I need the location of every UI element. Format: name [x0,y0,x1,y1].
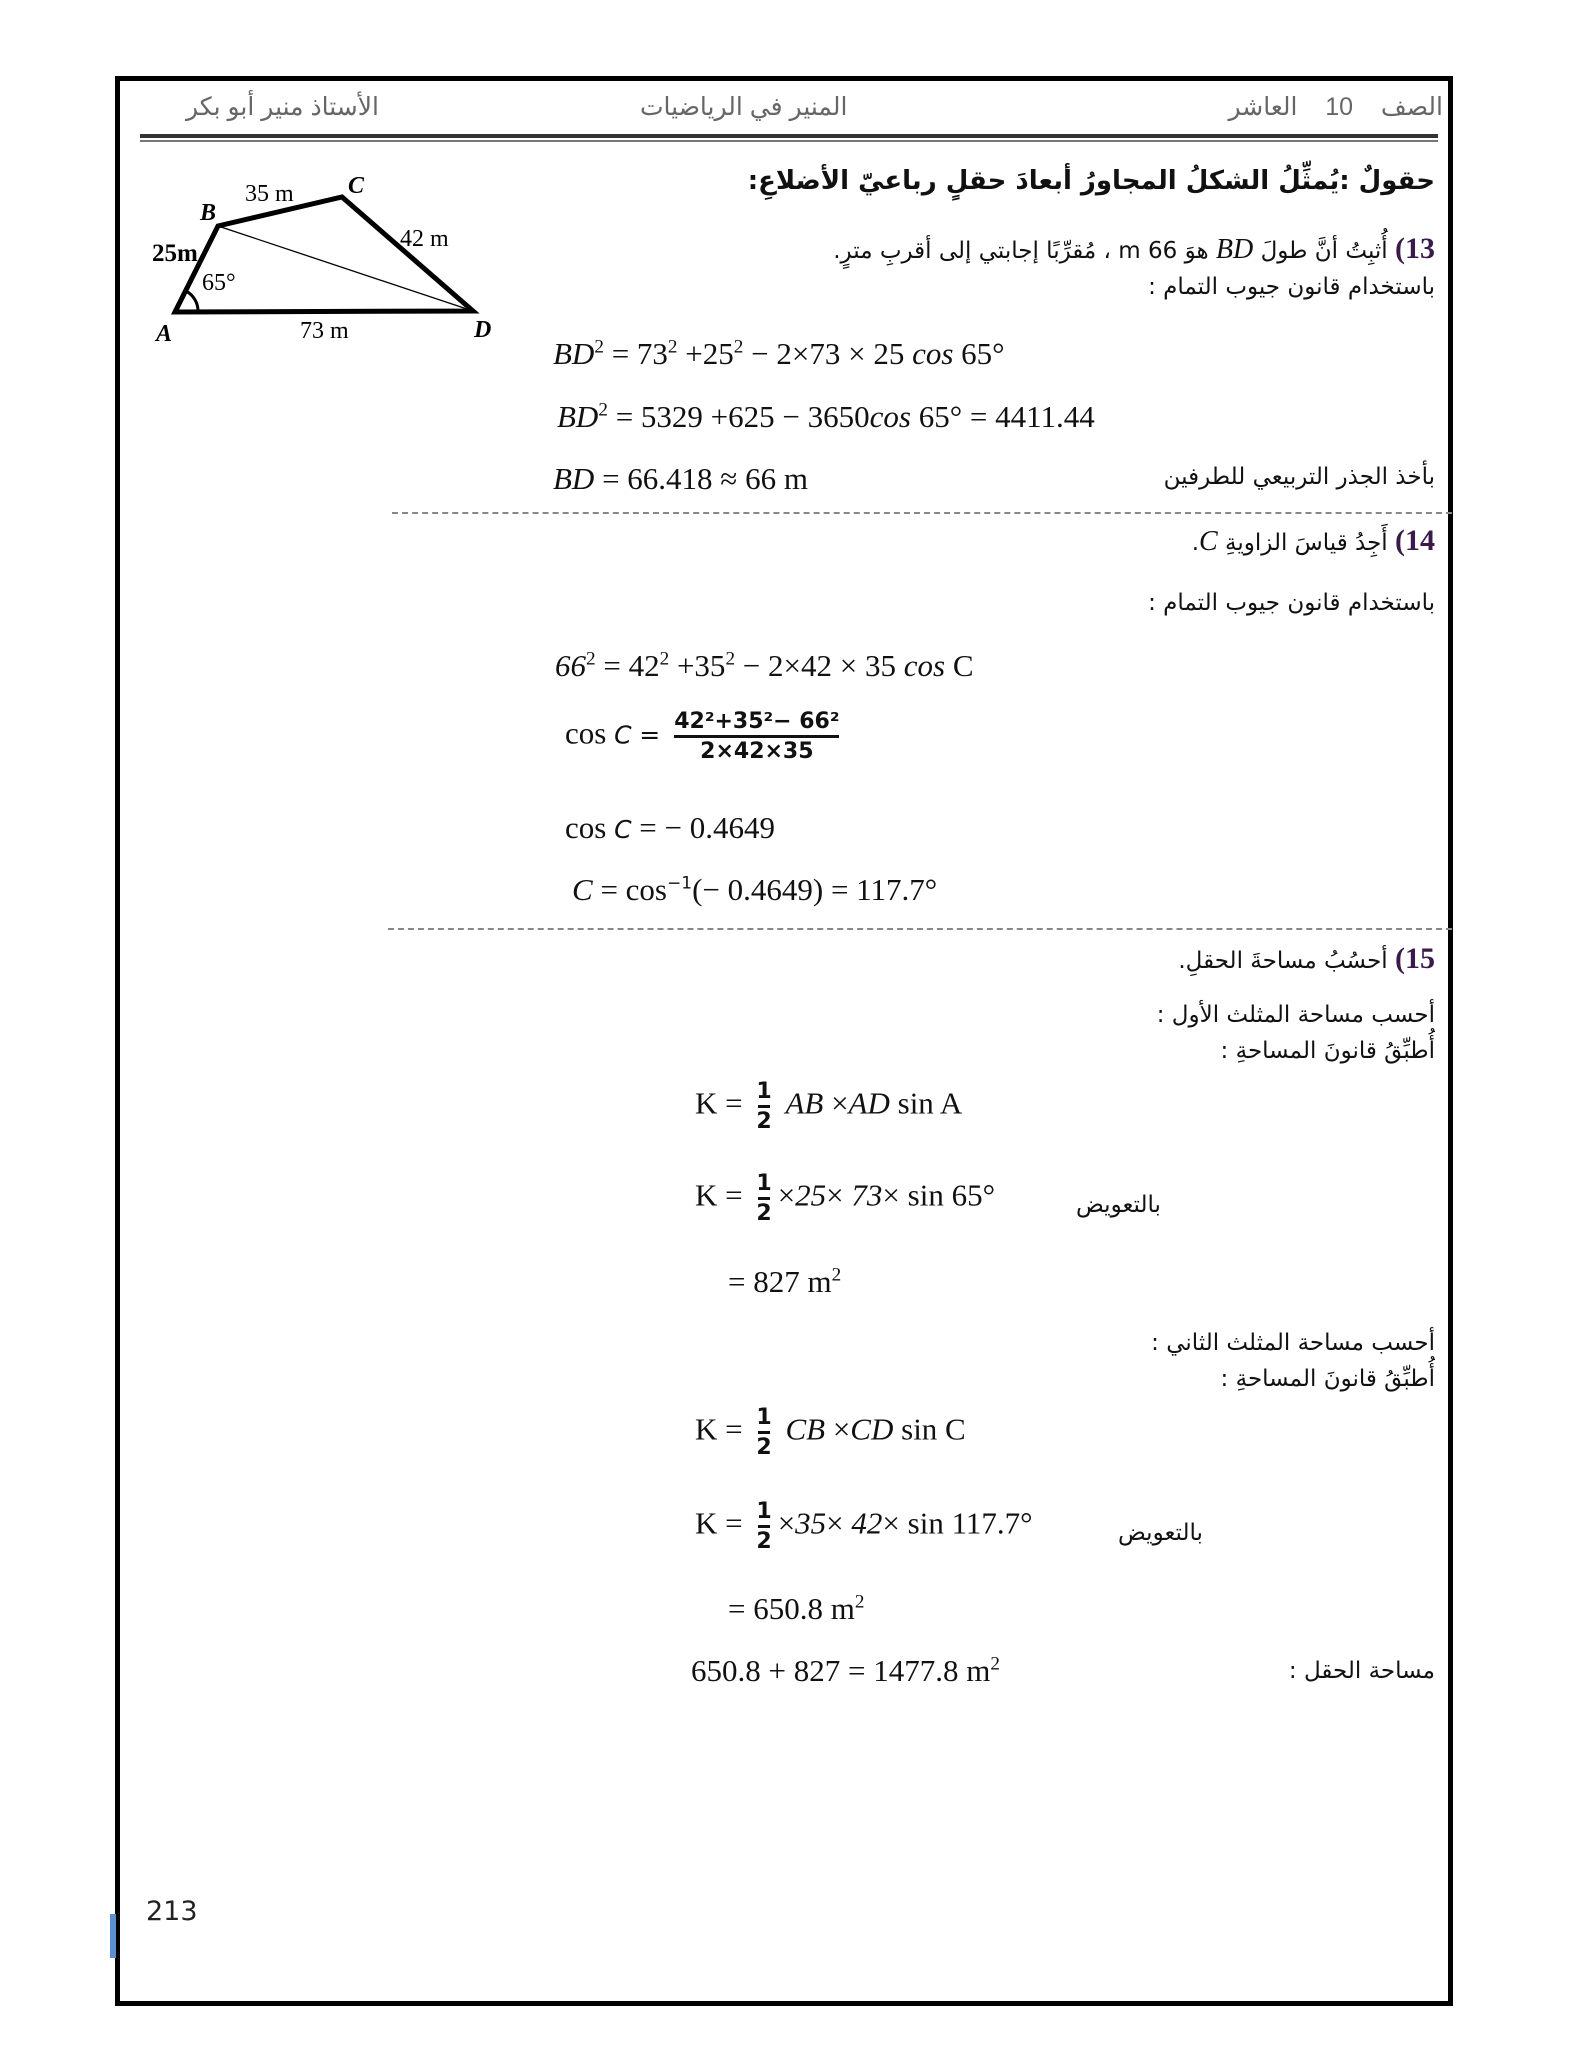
fraction-numerator: 42²+35²− 66² [674,709,840,734]
eq-term: 65° [953,336,1005,371]
eq-term: 73 [851,1177,883,1213]
angle-a-arc [186,291,198,312]
eq-term: × [823,1085,849,1121]
eq-term: = 827 m [728,1264,832,1299]
t1-law: أُطبِّقُ قانونَ المساحةِ : [1220,1038,1435,1064]
t2-result [728,1591,864,1627]
q14-eq4 [572,872,937,908]
grade-name: العاشر [1228,93,1298,121]
vertex-c: C [348,173,365,199]
eq-term: AB [785,1085,824,1121]
fraction-bar [674,735,839,738]
eq-term: 65° = 4411.44 [910,399,1095,434]
header-rule-thin [140,140,1438,142]
eq-term: = 73 [611,336,668,371]
t2-title: أحسب مساحة المثلث الثاني : [1151,1330,1435,1356]
label-bc: 35 m [245,181,294,207]
fraction-denominator: 2 [756,1201,772,1227]
eq-term: +35 [669,648,726,683]
half-fraction [756,1500,771,1553]
eq-term: × [826,1505,852,1541]
fraction-bar [758,1105,770,1108]
eq-term: 2 [831,1264,842,1286]
q13-text-before: أُثبِتُ أنَّ طولَ [1260,238,1388,264]
book-title: المنير في الرياضيات [640,93,848,121]
eq-term: K = [695,1411,743,1447]
section-divider [388,928,1452,930]
page-tab-marker [110,1914,116,1958]
t1-title: أحسب مساحة المثلث الأول : [1156,1002,1435,1028]
eq-term: 35 [795,1505,827,1541]
q13-number: 13) [1395,232,1435,265]
half-fraction [756,1080,771,1133]
fraction-numerator: 1 [756,1499,772,1524]
fraction-numerator: 1 [756,1171,772,1196]
eq-term: = 42 [603,648,660,683]
q13-eq3-note: بأخذ الجذر التربيعي للطرفين [1163,464,1435,490]
t2-eq2 [695,1500,1033,1553]
fraction-denominator: 2×42×35 [700,739,814,765]
cos-c-fraction [674,710,839,763]
q14-method: باستخدام قانون جيوب التمام : [1148,590,1435,616]
eq-term: × [825,1411,851,1447]
total-area-label: مساحة الحقل : [1288,1658,1435,1684]
t1-substitution-note: بالتعويض [1076,1192,1161,1218]
eq-term: cos [869,399,911,434]
t1-result [728,1264,841,1300]
eq-term: × sin 65° [882,1177,995,1213]
eq-term: (− 0.4649) = 117.7° [692,872,938,907]
eq-term: −1 [667,873,693,894]
eq-term: K = [695,1505,743,1541]
eq-term: cos [565,715,607,751]
eq-term: 66 [555,648,586,683]
fraction-bar [758,1197,770,1200]
eq-term: BD [553,461,595,496]
q14-text: أَجِدُ قياسَ الزاويةِ [1225,530,1388,556]
eq-term: × [777,1505,796,1541]
eq-term: 650.8 + 827 = 1477.8 m [691,1653,991,1688]
q15-text: أحسُبُ مساحةَ الحقلِ. [1178,948,1388,974]
q14-angle: C [1199,526,1218,557]
vertex-b: B [200,200,217,226]
q14-eq3 [565,810,775,846]
label-ad: 73 m [300,318,349,344]
q13-method: باستخدام قانون جيوب التمام : [1148,274,1435,300]
eq-term: = cos [592,872,667,907]
q14-number: 14) [1395,524,1435,557]
q13-text-after: هوَ 66 m ، مُقرِّبًا إجابتي إلى أقربِ مترٍ. [833,238,1209,264]
eq-term: CD [850,1411,894,1447]
eq-term: cos [903,648,946,683]
eq-term: = − 0.4649 [631,810,776,845]
grade-number: 10 [1325,93,1354,121]
eq-term: × [826,1177,852,1213]
q13-segment: BD [1215,234,1254,265]
q14-eq2 [565,710,845,763]
fraction-denominator: 2 [756,1109,772,1135]
label-ab: 25m [152,240,198,267]
fraction-bar [758,1525,770,1528]
half-fraction [756,1406,771,1459]
eq-term: = 650.8 m [728,1591,855,1626]
eq-term: − 2×73 × 25 [743,336,913,371]
t2-law: أُطبِّقُ قانونَ المساحةِ : [1220,1366,1435,1392]
header-rule [140,134,1438,138]
eq-term: 2 [854,1591,865,1613]
eq-term: 2 [990,1653,1000,1675]
fraction-denominator: 2 [756,1435,772,1461]
q14-prompt: 14) أَجِدُ قياسَ الزاويةِ C. [1191,524,1435,557]
eq-term: CB [785,1411,826,1447]
eq-term: × sin 117.7° [882,1505,1033,1541]
eq-term: = 66.418 ≈ 66 m [602,461,808,496]
eq-term: C [614,720,632,750]
q13-eq2: $BD^2 = 5329 +625 - 3650\cos$ 65° = 4411.44 [557,399,1095,434]
fraction-bar [758,1431,770,1434]
eq-term: K = [695,1085,743,1121]
fraction-numerator: 1 [756,1405,772,1430]
half-fraction [756,1172,771,1225]
eq-term: C [614,815,632,844]
problem-title: حقولٌ :يُمثِّلُ الشكلُ المجاورُ أبعادَ حقلٍ رباعيّ الأضلاعِ: [747,166,1435,196]
eq-term: C [572,872,593,907]
author-name: الأستاذ منير أبو بكر [186,93,379,121]
q14-eq1: $66^2 = 42^2 +35^2 - 2\times 42 \times 35$ cos C [555,648,974,683]
q13-eq1: $BD^2 = 73^2 +25^2 - 2\times 73 \times 25$ cos 65° [553,336,1005,371]
t2-substitution-note: بالتعويض [1118,1520,1203,1546]
fraction-denominator: 2 [756,1529,772,1555]
eq-term: AD [848,1085,890,1121]
total-area [691,1653,1000,1689]
q13-prompt [833,232,1435,266]
t1-eq1 [695,1080,962,1133]
t2-eq1 [695,1406,966,1459]
q15-number: 15) [1395,942,1435,975]
eq-term: BD [557,399,599,434]
header-grade [1228,92,1443,122]
eq-term: = 5329 +625 − 3650 [615,399,870,434]
page-number: 213 [146,1896,198,1927]
eq-term: cos [565,810,607,845]
eq-term: BD [553,336,595,371]
fraction-numerator: 1 [756,1079,772,1104]
eq-term: 25 [795,1177,827,1213]
eq-term: × [777,1177,796,1213]
label-cd: 42 m [400,226,449,252]
eq-term: = [639,720,669,750]
eq-term: − 2×42 × 35 [735,648,904,683]
vertex-d: D [474,317,492,343]
eq-term: +25 [677,336,734,371]
label-angle-a: 65° [202,270,236,296]
vertex-a: A [156,321,173,347]
eq-term: C [945,648,974,683]
q13-eq3 [553,461,808,497]
quadrilateral-figure [140,160,520,360]
eq-term: sin A [889,1085,963,1121]
eq-term: sin C [893,1411,966,1447]
eq-term: 42 [851,1505,883,1541]
eq-term: cos [912,336,954,371]
section-divider [392,512,1452,514]
grade-label: الصف [1380,93,1443,121]
q15-prompt [1178,942,1435,976]
t1-eq2 [695,1172,995,1225]
eq-term: K = [695,1177,743,1213]
